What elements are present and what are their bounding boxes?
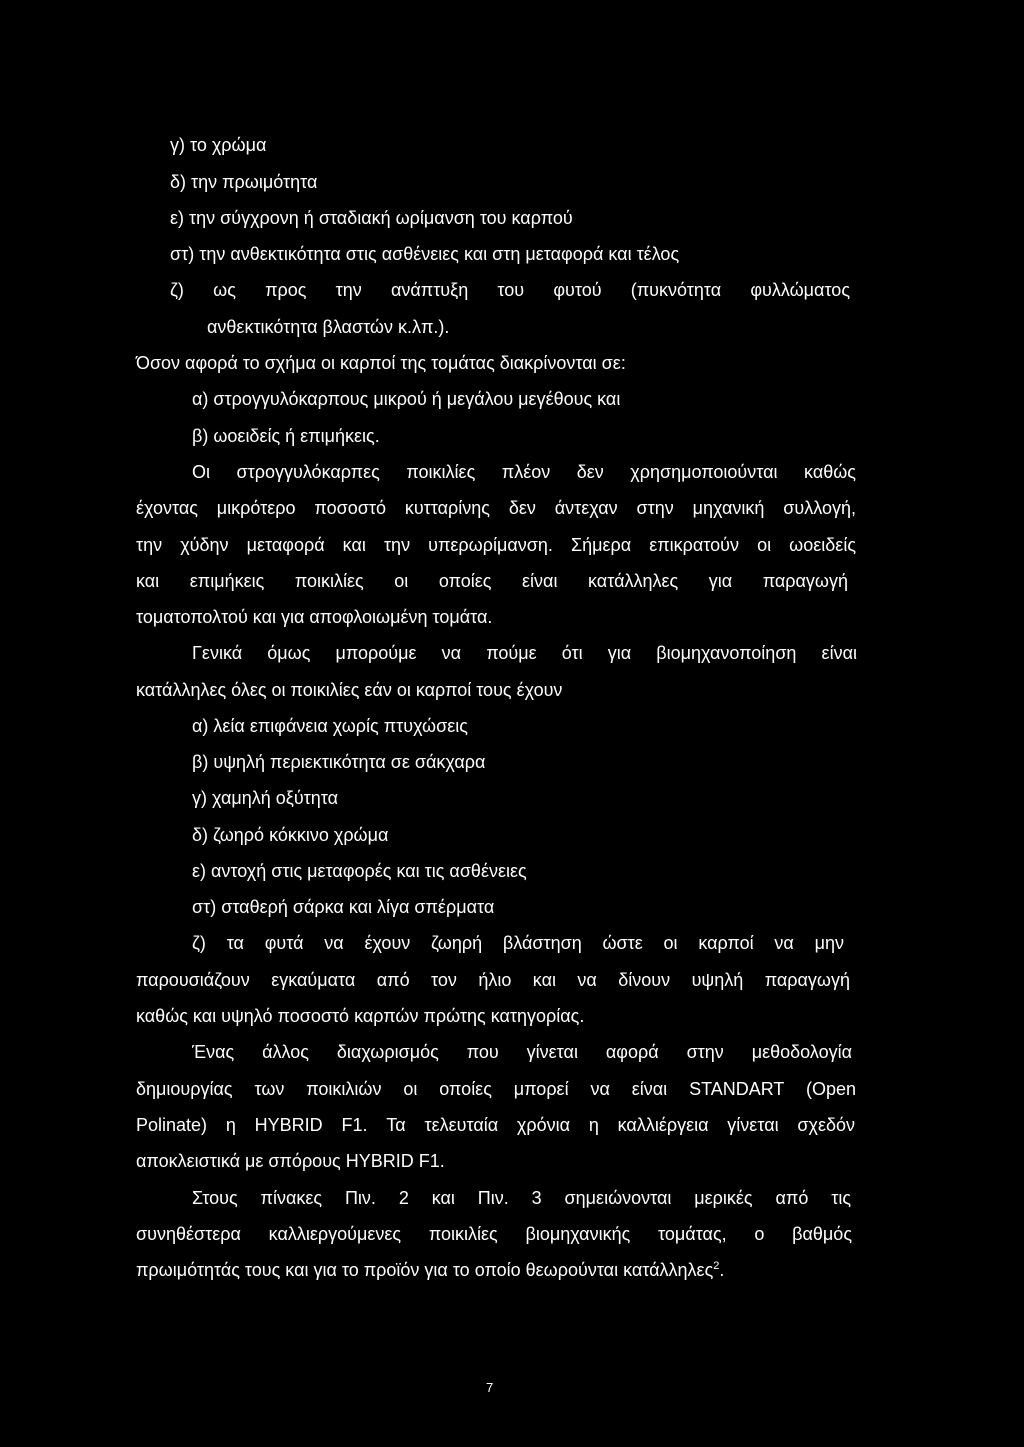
text-line: παρουσιάζουν εγκαύματα από τον ήλιο και να δίνουν υψηλή παραγωγή [136,970,850,990]
text-line: ε) την σύγχρονη ή σταδιακή ωρίμανση του καρπού [170,208,573,228]
text-line: συνηθέστερα καλλιεργούμενες ποικιλίες βιομηχανικής τομάτας, ο βαθμός [136,1224,852,1244]
text-line: ζ) ως προς την ανάπτυξη του φυτού (πυκνότητα φυλλώματος [170,280,850,300]
text-line: α) στρογγυλόκαρπους μικρού ή μεγάλου μεγέθους και [192,389,621,409]
page-number: 7 [486,1380,494,1395]
text-line: Οι στρογγυλόκαρπες ποικιλίες πλέον δεν χρησημοποιούνται καθώς [192,462,856,482]
text-line: αποκλειστικά με σπόρους HYBRID F1. [136,1151,445,1171]
text-line: στ) την ανθεκτικότητα στις ασθένειες και στη μεταφορά και τέλος [170,244,680,264]
text-line: Γενικά όμως μπορούμε να πούμε ότι για βιομηχανοποίηση είναι [192,643,857,663]
text-line: ζ) τα φυτά να έχουν ζωηρή βλάστηση ώστε οι καρποί να μην [192,933,844,953]
text-line-last [136,1257,724,1283]
text-line: κατάλληλες όλες οι ποικιλίες εάν οι καρποί τους έχουν [136,680,563,700]
text-line: Ένας άλλος διαχωρισμός που γίνεται αφορά στην μεθοδολογία [192,1042,852,1062]
text-line: α) λεία επιφάνεια χωρίς πτυχώσεις [192,716,468,736]
text-line: ε) αντοχή στις μεταφορές και τις ασθένειες [192,861,527,881]
text-line: δημιουργίας των ποικιλιών οι οποίες μπορεί να είναι STANDART (Open [136,1079,856,1099]
footnote-reference: 2 [713,1260,720,1272]
text-line: και επιμήκεις ποικιλίες οι οποίες είναι κατάλληλες για παραγωγή [136,571,848,591]
text-line: έχοντας μικρότερο ποσοστό κυτταρίνης δεν άντεχαν στην μηχανική συλλογή, [136,498,856,518]
text-line-content: πρωιμότητάς τους και για το προϊόν για το οποίο θεωρούνται κατάλληλες [136,1260,714,1280]
text-line: δ) ζωηρό κόκκινο χρώμα [192,825,389,845]
text-line: γ) το χρώμα [170,135,267,155]
text-line: στ) σταθερή σάρκα και λίγα σπέρματα [192,897,495,917]
text-line: Στους πίνακες Πιν. 2 και Πιν. 3 σημειώνονται μερικές από τις [192,1188,851,1208]
text-line: την χύδην μεταφορά και την υπερωρίμανση. Σήμερα επικρατούν οι ωοειδείς [136,535,856,555]
text-line: γ) χαμηλή οξύτητα [192,788,339,808]
text-line: δ) την πρωιμότητα [170,172,318,192]
text-line: β) υψηλή περιεκτικότητα σε σάκχαρα [192,752,486,772]
text-line: Polinate) η HYBRID F1. Τα τελευταία χρόνια η καλλιέργεια γίνεται σχεδόν [136,1115,855,1135]
text-line: ανθεκτικότητα βλαστών κ.λπ.). [207,317,450,337]
text-line: τοματοπολτού και για αποφλοιωμένη τομάτα. [136,607,493,627]
text-line: β) ωοειδείς ή επιμήκεις. [192,426,380,446]
text-line: καθώς και υψηλό ποσοστό καρπών πρώτης κατηγορίας. [136,1006,585,1026]
sentence-end: . [719,1260,725,1280]
text-line: Όσον αφορά το σχήμα οι καρποί της τομάτας διακρίνονται σε: [136,353,626,373]
